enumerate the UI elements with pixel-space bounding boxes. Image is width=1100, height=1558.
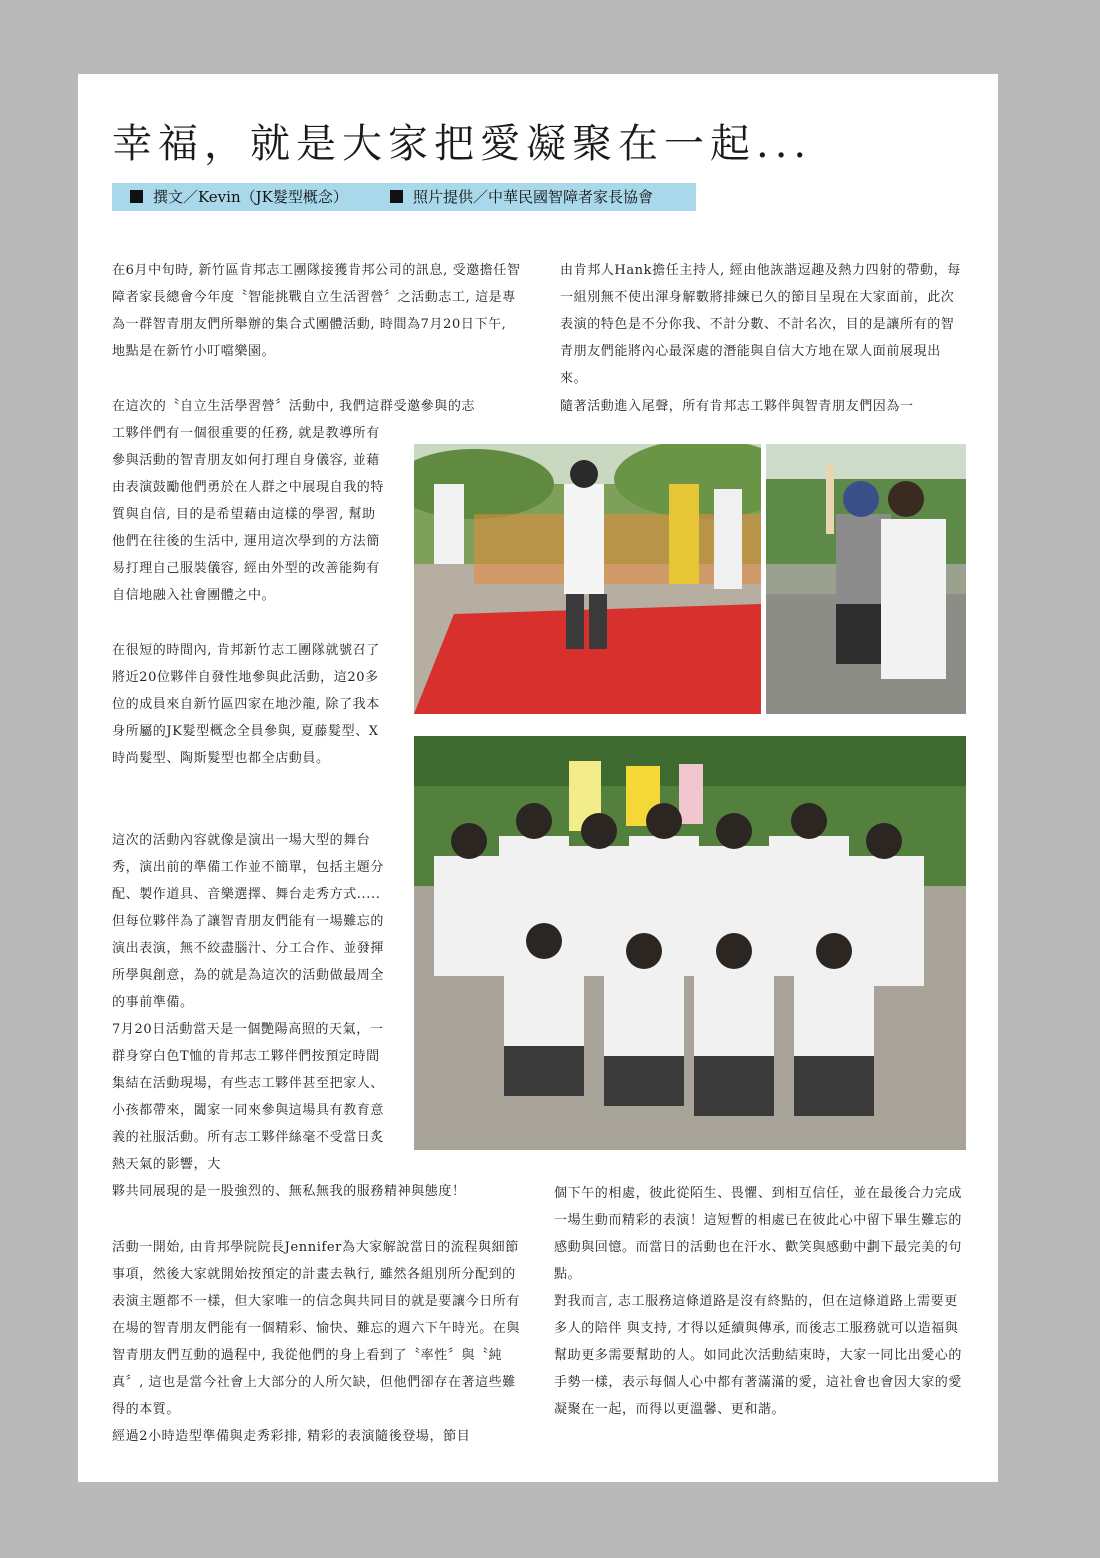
credit-bar (112, 183, 696, 211)
square-bullet-icon (130, 190, 143, 203)
hug-photo (766, 444, 966, 714)
square-bullet-icon (390, 190, 403, 203)
photo-icon (766, 444, 966, 714)
left-paragraph-5-end: 夥共同展現的是一股強烈的、無私無我的服務精神與態度！ (112, 1184, 466, 1199)
right-paragraph-1: 由肯邦人Hank擔任主持人, 經由他詼諧逗趣及熱力四射的帶動，每一組別無不使出渾身解數將排練已久的節目呈現在大家面前，此次表演的特色是不分你我、不計分數、不計名次，目的是讓所有的智青朋友們能將內心最深處的潛能與自信大方地在眾人面前展現出來。 (560, 263, 961, 386)
runway-photo (414, 444, 761, 714)
right-paragraph-2: 隨著活動進入尾聲，所有肯邦志工夥伴與智青朋友們因為一 (560, 399, 914, 414)
left-paragraph-2: 工夥伴們有一個很重要的任務, 就是教導所有參與活動的智青朋友如何打理自身儀容, 並藉由表演鼓勵他們勇於在人群之中展現自我的特質與自信, 目的是希望藉由這樣的學習, 幫助他們在往後的生活中, 運用這次學到的方法簡易打理自己服裝儀容, 經由外型的改善能夠有自信地融入社會團體之中。 (112, 426, 385, 603)
author-credit-text: 撰文／Kevin（JK髮型概念） (153, 188, 348, 206)
right-paragraph-3: 個下午的相處，彼此從陌生、畏懼、到相互信任，並在最後合力完成一場生動而精彩的表演！這短暫的相處已在彼此心中留下畢生難忘的感動與回憶。而當日的活動也在汗水、歡笑與感動中劃下最完美的句點。 (554, 1186, 963, 1282)
magazine-page (78, 74, 998, 1482)
photo-icon (414, 736, 966, 1150)
left-paragraph-5: 7月20日活動當天是一個艷陽高照的天氣，一群身穿白色T恤的肯邦志工夥伴們按預定時間集結在活動現場，有些志工夥伴甚至把家人、小孩都帶來，闔家一同來參與這場具有教育意義的社服活動。所有志工夥伴絲毫不受當日炙熱天氣的影響，大 (112, 1022, 385, 1172)
left-paragraph-2-lead: 在這次的〝自立生活學習營〞活動中, 我們這群受邀參與的志 (112, 399, 476, 414)
left-paragraph-4: 這次的活動內容就像是演出一場大型的舞台秀，演出前的準備工作並不簡單，包括主題分配、製作道具、音樂選擇、舞台走秀方式.....但每位夥伴為了讓智青朋友們能有一場難忘的演出表演，無不絞盡腦汁、分工合作、並發揮所學與創意，為的就是為這次的活動做最周全的事前準備。 (112, 833, 385, 1010)
left-paragraph-3: 在很短的時間內, 肯邦新竹志工團隊就號召了將近20位夥伴自發性地參與此活動，這20多位的成員來自新竹區四家在地沙龍, 除了我本身所屬的JK髮型概念全員參與, 夏藤髮型、X時尚髮型、陶斯髮型也都全店動員。 (112, 643, 380, 766)
photo-credit (390, 183, 653, 211)
left-paragraph-6: 活動一開始, 由肯邦學院院長Jennifer為大家解說當日的流程與細節事項，然後大家就開始按預定的計畫去執行, 雖然各組別所分配到的表演主題都不一樣，但大家唯一的信念與共同目的就是要讓今日所有在場的智青朋友們能有一個精彩、愉快、難忘的週六下午時光。在與智青朋友們互動的過程中, 我從他們的身上看到了〝率性〞與〝純真〞, 這也是當今社會上大部分的人所欠缺，但他們卻存在著這些難得的本質。 (112, 1240, 521, 1417)
right-paragraph-4: 對我而言, 志工服務這條道路是沒有終點的，但在這條道路上需要更多人的陪伴 與支持, 才得以延續與傳承, 而後志工服務就可以造福與幫助更多需要幫助的人。如同此次活動結束時，大家一同比出愛心的手勢一樣，表示每個人心中都有著滿滿的愛，這社會也會因大家的愛凝聚在一起，而得以更溫馨、更和諧。 (554, 1294, 963, 1417)
article-title: 幸福，就是大家把愛凝聚在一起... (112, 121, 813, 167)
photo-credit-text: 照片提供／中華民國智障者家長協會 (413, 188, 654, 206)
author-credit (130, 183, 348, 211)
left-paragraph-1: 在6月中旬時, 新竹區肯邦志工團隊接獲肯邦公司的訊息, 受邀擔任智障者家長總會今年度〝智能挑戰自立生活習營〞之活動志工, 這是專為一群智青朋友們所舉辦的集合式團體活動, 時間為7月20日下午, 地點是在新竹小叮噹樂園。 (112, 263, 521, 359)
group-photo (414, 736, 966, 1150)
photo-icon (414, 444, 761, 714)
left-paragraph-7: 經過2小時造型準備與走秀彩排, 精彩的表演隨後登場，節目 (112, 1429, 471, 1444)
